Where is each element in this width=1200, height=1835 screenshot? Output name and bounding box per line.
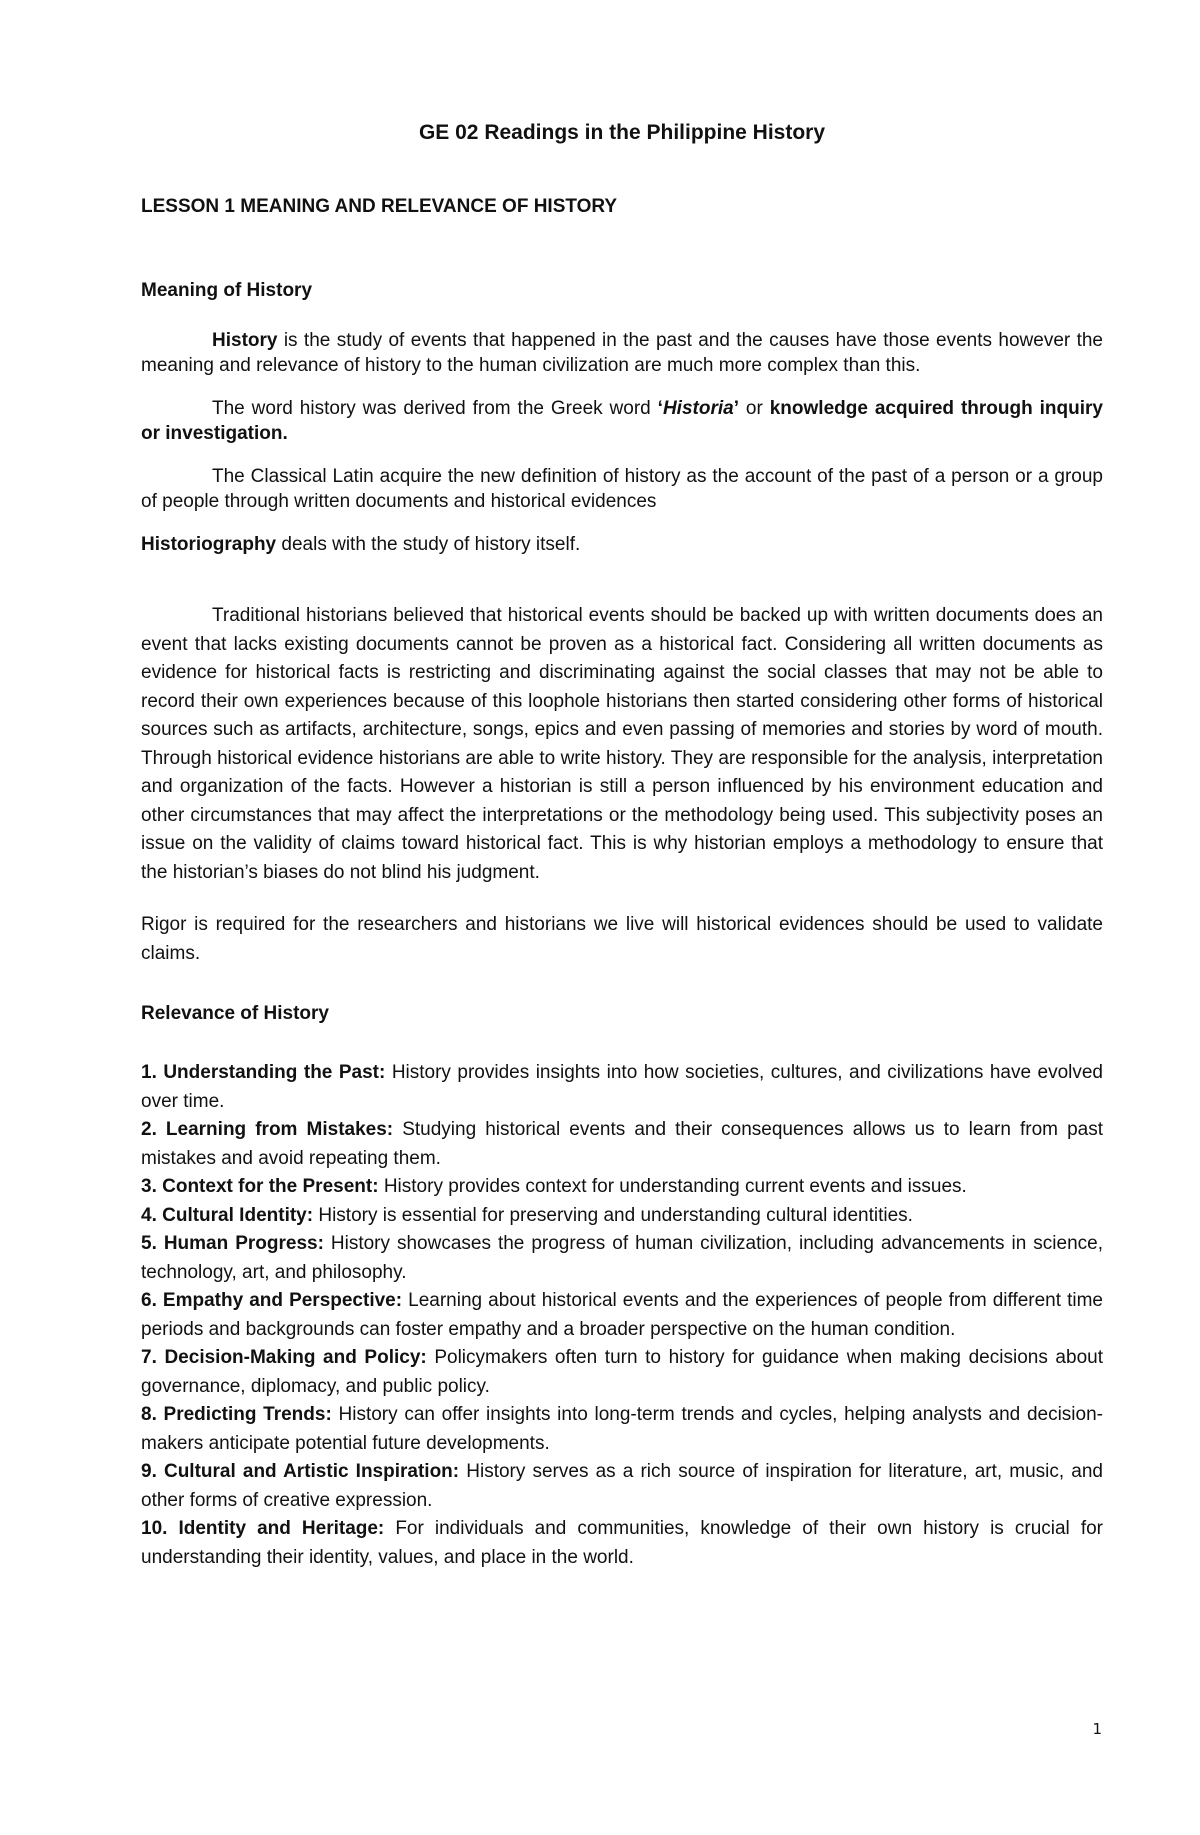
page-content xyxy=(141,118,1103,1572)
etymology-bold-definition: knowledge acquired through inquiry or investigation. xyxy=(141,398,1103,444)
list-item xyxy=(141,1116,1103,1173)
list-item xyxy=(141,1344,1103,1401)
list-item-text: History provides context for understanding current events and issues. xyxy=(378,1176,967,1197)
historia-term: Historia xyxy=(662,398,734,419)
list-item xyxy=(141,1287,1103,1344)
list-item-text: History showcases the progress of human civilization, including advancements in science, technology, art, and philosophy. xyxy=(141,1233,1103,1283)
list-item xyxy=(141,1515,1103,1572)
list-item xyxy=(141,1059,1103,1116)
list-item-text: Learning about historical events and the experiences of people from different time periods and backgrounds can foster empathy and a broader perspective on the human condition. xyxy=(141,1290,1103,1340)
list-item-text: History serves as a rich source of inspiration for literature, art, music, and other forms of creative expression. xyxy=(141,1461,1104,1511)
list-item-label: 9. Cultural and Artistic Inspiration: xyxy=(141,1461,460,1482)
relevance-list xyxy=(141,1059,1103,1572)
relevance-heading: Relevance of History xyxy=(141,1003,329,1024)
etymology-or: or xyxy=(738,398,770,419)
document-title: GE 02 Readings in the Philippine History xyxy=(418,121,826,144)
list-item-label: 10. Identity and Heritage: xyxy=(141,1518,385,1539)
list-item xyxy=(141,1202,1103,1231)
classical-latin-paragraph: The Classical Latin acquire the new definition of history as the account of the past of a person or a group of people through written documents and historical evidences xyxy=(141,466,1103,512)
history-definition-text: is the study of events that happened in the past and the causes have those events however the meaning and relevance of history to the human civilization are much more complex than this. xyxy=(141,330,1103,376)
history-term: History xyxy=(212,330,278,351)
list-item xyxy=(141,1230,1103,1287)
list-item-label: 7. Decision-Making and Policy: xyxy=(141,1347,427,1368)
quote-open: ‘ xyxy=(657,398,663,419)
list-item xyxy=(141,1458,1103,1515)
list-item xyxy=(141,1401,1103,1458)
historiography-text: deals with the study of history itself. xyxy=(276,534,581,555)
quote-close: ’ xyxy=(733,398,739,419)
page-number: 1 xyxy=(1092,1720,1102,1738)
list-item-text: Studying historical events and their consequences allows us to learn from past mistakes and avoid repeating them. xyxy=(141,1119,1103,1169)
etymology-start: The word history was derived from the Greek word xyxy=(212,398,658,419)
lesson-heading: LESSON 1 MEANING AND RELEVANCE OF HISTORY xyxy=(141,196,618,217)
list-item xyxy=(141,1173,1103,1202)
list-item-text: History provides insights into how societies, cultures, and civilizations have evolved over time. xyxy=(141,1062,1103,1112)
rigor-paragraph: Rigor is required for the researchers and historians we live will historical evidences should be used to validate claims. xyxy=(141,914,1103,964)
list-item-label: 2. Learning from Mistakes: xyxy=(141,1119,394,1140)
traditional-historians-paragraph: Traditional historians believed that historical events should be backed up with written documents does an event that lacks existing documents cannot be proven as a historical fact. Considering all written documents as evidence for historical facts is restricting and discriminating against the social classes that may not be able to record their own experiences because of this loophole historians then started considering other forms of historical sources such as artifacts, architecture, songs, epics and even passing of memories and stories by word of mouth. Through historical evidence historians are able to write history. They are responsible for the analysis, interpretation and organization of the facts. However a historian is still a person influenced by his environment education and other circumstances that may affect the interpretations or the methodology being used. This subjectivity poses an issue on the validity of claims toward historical fact. This is why historian employs a methodology to ensure that the historian’s biases do not blind his judgment. xyxy=(141,605,1103,883)
meaning-heading: Meaning of History xyxy=(141,280,313,301)
list-item-label: 5. Human Progress: xyxy=(141,1233,324,1254)
list-item-text: Policymakers often turn to history for guidance when making decisions about governance, diplomacy, and public policy. xyxy=(141,1347,1103,1397)
list-item-label: 3. Context for the Present: xyxy=(141,1176,379,1197)
list-item-label: 8. Predicting Trends: xyxy=(141,1404,332,1425)
historiography-term: Historiography xyxy=(141,534,277,555)
list-item-text: For individuals and communities, knowledge of their own history is crucial for understanding their identity, values, and place in the world. xyxy=(141,1518,1103,1568)
historiography-paragraph xyxy=(141,532,1103,557)
list-item-label: 1. Understanding the Past: xyxy=(141,1062,386,1083)
list-item-text: History can offer insights into long-term trends and cycles, helping analysts and decision-makers anticipate potential future developments. xyxy=(141,1404,1103,1454)
etymology-paragraph xyxy=(141,396,1103,446)
list-item-text: History is essential for preserving and understanding cultural identities. xyxy=(313,1204,913,1226)
list-item-label: 4. Cultural Identity: xyxy=(141,1204,314,1226)
history-definition-paragraph xyxy=(141,328,1103,378)
list-item-label: 6. Empathy and Perspective: xyxy=(141,1290,403,1311)
